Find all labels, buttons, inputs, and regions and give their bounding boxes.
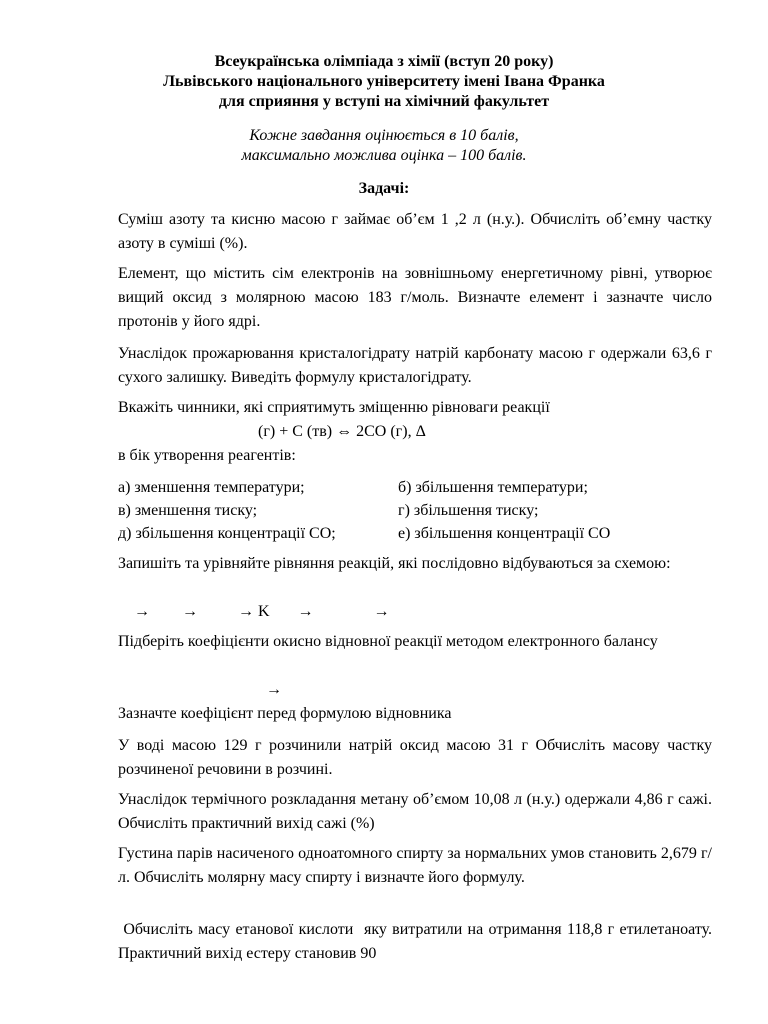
section-title: Задачі: <box>358 180 410 197</box>
task-6-note: Зазначте коефіцієнт перед формулою відновника <box>118 705 452 722</box>
task-4-option-g: г) збільшення тиску; <box>398 502 539 519</box>
header-line-3: для сприяння у вступі на хімічний факультет <box>218 93 550 110</box>
task-4-option-b: б) збільшення температури; <box>398 479 588 496</box>
task-8: Унаслідок термічного розкладання метану об’ємом 10,08 л (н.у.) одержали 4,86 г сажі. Обчисліть практичний вихід сажі (%) <box>118 791 712 832</box>
header-line-1: Всеукраїнська олімпіада з хімії (вступ 20 року) <box>214 53 554 70</box>
task-2: Елемент, що містить сім електронів на зовнішньому енергетичному рівні, утворює вищий оксид з молярною масою 183 г/моль. Визначте елемент і зазначте число протонів у його ядрі. <box>118 265 712 330</box>
task-4-option-a: а) зменшення температури; <box>118 479 305 496</box>
task-4-equation: (г) + С (тв) ⇔ 2СО (г), Δ <box>258 423 426 440</box>
task-5-intro: Запишіть та урівняйте рівняння реакцій, які послідовно відбуваються за схемою: <box>118 555 671 572</box>
task-5-scheme: → → → K → → <box>134 603 390 620</box>
task-4-option-v: в) зменшення тиску; <box>118 502 258 519</box>
task-6-arrow: → <box>266 681 282 698</box>
task-4-option-d: д) збільшення концентрації СО; <box>118 525 336 542</box>
task-1: Суміш азоту та кисню масою г займає об’єм 1 ,2 л (н.у.). Обчисліть об’ємну частку азоту в суміші (%). <box>118 211 712 252</box>
task-6-intro: Підберіть коефіцієнти окисно відновної реакції методом електронного балансу <box>118 633 658 650</box>
task-9: Густина парів насиченого одноатомного спирту за нормальних умов становить 2,679 г/л. Обчисліть молярну масу спирту і визначте його формулу. <box>118 845 712 886</box>
task-4-intro: Вкажіть чинники, які сприятимуть зміщенню рівноваги реакції <box>118 399 550 416</box>
scoring-note-line-1: Кожне завдання оцінюється в 10 балів, <box>249 127 519 144</box>
task-4-direction: в бік утворення реагентів: <box>118 447 296 464</box>
task-4-option-e: е) збільшення концентрації СО <box>398 525 611 542</box>
task-3: Унаслідок прожарювання кристалогідрату натрій карбонату масою г одержали 63,6 г сухого залишку. Виведіть формулу кристалогідрату. <box>118 345 712 386</box>
task-10: Обчисліть масу етанової кислоти яку витратили на отримання 118,8 г етилетаноату. Практичний вихід естеру становив 90 <box>118 921 717 962</box>
scoring-note-line-2: максимально можлива оцінка – 100 балів. <box>241 147 527 164</box>
task-7: У воді масою 129 г розчинили натрій оксид масою 31 г Обчисліть масову частку розчиненої речовини в розчині. <box>118 737 712 778</box>
header-line-2: Львівського національного університету імені Івана Франка <box>163 73 605 90</box>
